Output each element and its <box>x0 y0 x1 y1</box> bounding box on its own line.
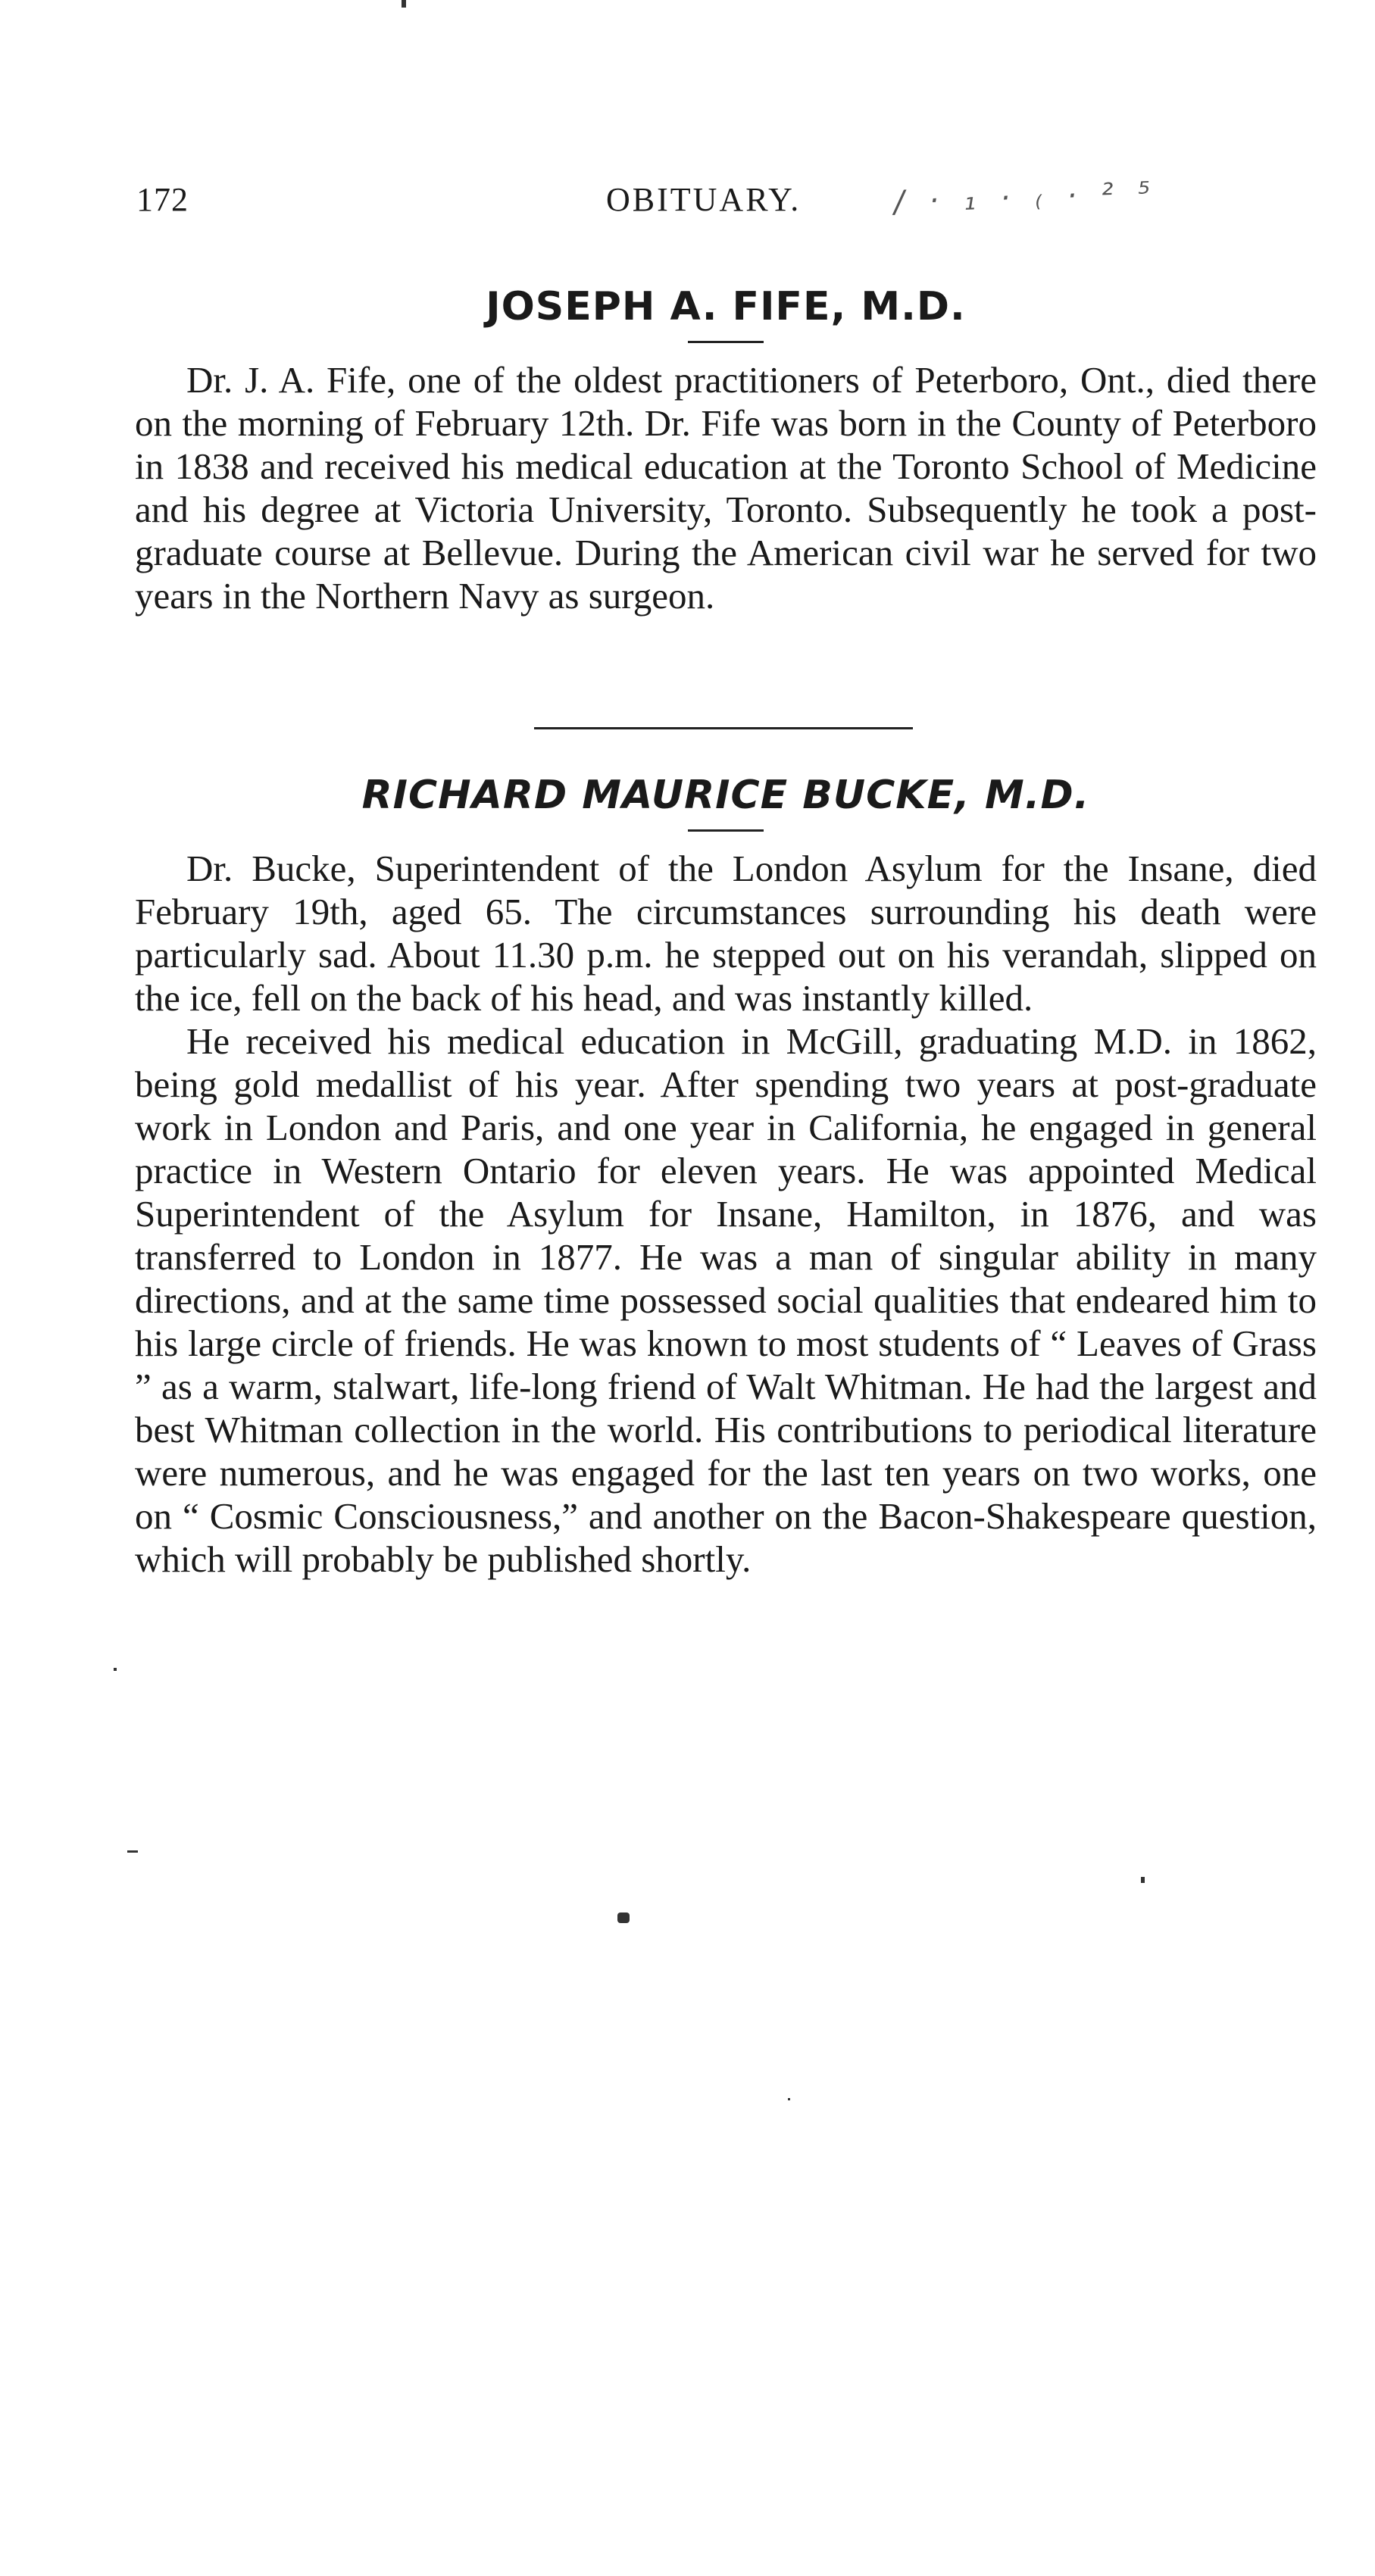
running-title: OBITUARY. <box>606 181 802 218</box>
obituary-heading: RICHARD MAURICE BUCKE, M.D. <box>361 773 1090 818</box>
page-number: 172 <box>136 181 189 218</box>
obituary-paragraph: Dr. Bucke, Superintendent of the London Asylum for the Insane, died February 19th, aged 65. The circumstances surrounding his death were particularly sad. About 11.30 p.m. he stepped out on his verandah, slipped on the ice, fell on the back of his head, and was instantly killed. <box>135 848 1317 1019</box>
handwritten-note: / · ₁ · ₍ · ² ⁵ <box>893 175 1159 220</box>
obituary-bucke <box>135 769 1317 1581</box>
obituary-heading: JOSEPH A. FIFE, M.D. <box>486 284 966 329</box>
ink-speck <box>127 1850 138 1853</box>
ink-speck <box>617 1912 630 1923</box>
heading-rule <box>688 829 764 832</box>
obituary-fife <box>135 280 1317 617</box>
section-divider <box>534 727 913 729</box>
heading-rule <box>688 341 764 343</box>
obituary-paragraph: Dr. J. A. Fife, one of the oldest practitioners of Peterboro, Ont., died there on the morning of February 12th. Dr. Fife was born in the County of Peterboro in 1838 and received his medical education at the Toronto School of Medicine and his degree at Victoria University, Toronto. Subsequently he took a post-graduate course at Bellevue. During the American civil war he served for two years in the Northern Navy as surgeon. <box>135 359 1317 617</box>
ink-speck <box>114 1668 117 1671</box>
running-head <box>136 175 1318 241</box>
ink-speck <box>788 2098 790 2100</box>
ink-speck <box>1141 1877 1145 1883</box>
ink-speck <box>402 0 406 8</box>
obituary-paragraph: He received his medical education in McGill, graduating M.D. in 1862, being gold medallist of his year. After spending two years at post-graduate work in London and Paris, and one year in California, he engaged in general practice in Western Ontario for eleven years. He was appointed Medical Superintendent of the Asylum for Insane, Hamilton, in 1876, and was transferred to London in 1877. He was a man of singular ability in many directions, and at the same time possessed social qualities that endeared him to his large circle of friends. He was known to most students of “ Leaves of Grass ” as a warm, stalwart, life-long friend of Walt Whitman. He had the largest and best Whitman collection in the world. His contributions to periodical literature were numerous, and he was engaged for the last ten years on two works, one on “ Cosmic Consciousness,” and another on the Bacon-Shakespeare question, which will probably be published shortly. <box>135 1020 1317 1580</box>
